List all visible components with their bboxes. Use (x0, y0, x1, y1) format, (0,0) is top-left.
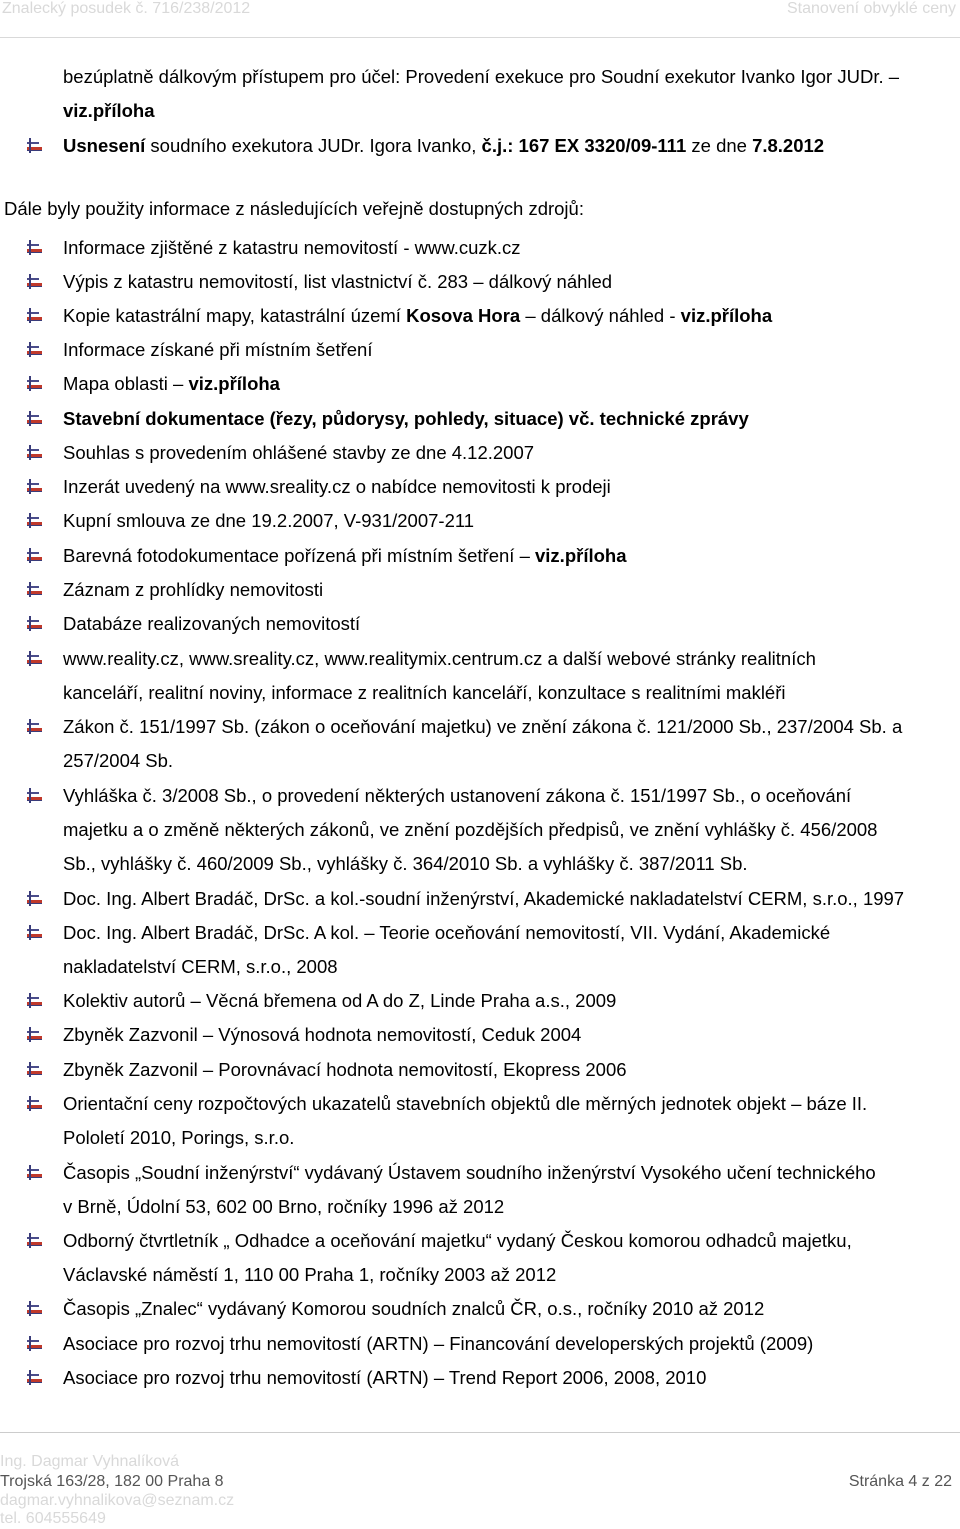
text-run: Časopis „Znalec“ vydávaný Komorou soudních znalců ČR, o.s., ročníky 2010 až 2012 (63, 1298, 765, 1319)
text-run: Kosova Hora (406, 305, 521, 326)
text-run: – dálkový náhled - (520, 305, 681, 326)
list-item (63, 888, 904, 910)
text-run: Výpis z katastru nemovitostí, list vlastnictví č. 283 – dálkový náhled (63, 271, 613, 292)
list-item (63, 1059, 627, 1081)
text-run: Usnesení (63, 135, 146, 156)
list-bullet-icon (27, 891, 42, 906)
list-bullet-icon (27, 1370, 42, 1385)
text-line (63, 1196, 504, 1218)
text-run: Barevná fotodokumentace pořízená při místním šetření – (63, 545, 535, 566)
text-run: Databáze realizovaných nemovitostí (63, 613, 361, 634)
text-run: soudního exekutora JUDr. Igora Ivanko, (145, 135, 482, 156)
list-item (63, 442, 534, 464)
text-run: Pololetí 2010, Porings, s.r.o. (63, 1127, 295, 1148)
list-item (63, 135, 824, 157)
header-document-title: Znalecký posudek č. 716/238/2012 (2, 0, 251, 17)
list-item (63, 237, 521, 259)
text-run: Václavské náměstí 1, 110 00 Praha 1, ročníky 2003 až 2012 (63, 1264, 557, 1285)
text-line (63, 100, 155, 122)
text-run: Asociace pro rozvoj trhu nemovitostí (ARTN) – Financování developerských projektů (2009) (63, 1333, 814, 1354)
list-bullet-icon (27, 651, 42, 666)
text-run: ze dne (686, 135, 753, 156)
footer-phone: tel. 604555649 (0, 1510, 106, 1527)
text-run: č.j.: 167 EX 3320/09-111 (481, 135, 687, 156)
list-item (63, 339, 372, 361)
list-bullet-icon (27, 274, 42, 289)
list-bullet-icon (27, 479, 42, 494)
text-run: Zbyněk Zazvonil – Výnosová hodnota nemovitostí, Ceduk 2004 (63, 1024, 582, 1045)
footer-author-name: Ing. Dagmar Vyhnalíková (0, 1453, 180, 1470)
header-divider (0, 37, 960, 38)
list-item (63, 579, 323, 601)
text-run: nakladatelství CERM, s.r.o., 2008 (63, 956, 338, 977)
text-run: Vyhláška č. 3/2008 Sb., o provedení některých ustanovení zákona č. 151/1997 Sb., o oceňování (63, 785, 852, 806)
text-run: viz.příloha (188, 373, 280, 394)
list-item (63, 1298, 764, 1320)
list-bullet-icon (27, 1165, 42, 1180)
list-item (63, 373, 280, 395)
text-run: viz.příloha (680, 305, 773, 326)
list-item (63, 271, 612, 293)
text-run: Mapa oblasti – (63, 373, 189, 394)
text-run: Odborný čtvrtletník „ Odhadce a oceňování majetku“ vydaný Českou komorou odhadců majetku, (63, 1230, 852, 1251)
footer-page-number: Stránka 4 z 22 (848, 1473, 952, 1490)
list-item (63, 648, 816, 670)
list-bullet-icon (27, 308, 42, 323)
list-bullet-icon (27, 1062, 42, 1077)
text-run: Asociace pro rozvoj trhu nemovitostí (ARTN) – Trend Report 2006, 2008, 2010 (63, 1367, 707, 1388)
text-run: 257/2004 Sb. (63, 750, 174, 771)
list-item (63, 1230, 852, 1252)
text-run: Časopis „Soudní inženýrství“ vydávaný Ústavem soudního inženýrství Vysokého učení technického (63, 1162, 876, 1183)
list-bullet-icon (27, 1301, 42, 1316)
list-bullet-icon (27, 993, 42, 1008)
text-run: Kolektiv autorů – Věcná břemena od A do Z, Linde Praha a.s., 2009 (63, 990, 617, 1011)
list-bullet-icon (27, 376, 42, 391)
list-item (63, 408, 749, 430)
text-run: viz.příloha (63, 100, 155, 121)
text-run: Stavební dokumentace (řezy, půdorysy, pohledy, situace) vč. technické zprávy (63, 408, 749, 429)
footer-address: Trojská 163/28, 182 00 Praha 8 (0, 1473, 224, 1490)
header-section-title: Stanovení obvyklé ceny (787, 0, 956, 17)
text-run: Doc. Ing. Albert Bradáč, DrSc. A kol. – Teorie oceňování nemovitostí, VII. Vydání, Akademické (63, 922, 831, 943)
list-item (63, 1093, 867, 1115)
list-bullet-icon (27, 445, 42, 460)
text-run: bezúplatně dálkovým přístupem pro účel: Provedení exekuce pro Soudní exekutor Ivanko Igor JUDr. – (63, 66, 900, 87)
text-line (63, 1264, 556, 1286)
list-bullet-icon (27, 548, 42, 563)
text-run: Souhlas s provedením ohlášené stavby ze dne 4.12.2007 (63, 442, 535, 463)
text-run: Zákon č. 151/1997 Sb. (zákon o oceňování majetku) ve znění zákona č. 121/2000 Sb., 237/2004 Sb. a (63, 716, 903, 737)
list-bullet-icon (27, 411, 42, 426)
text-line (63, 1127, 294, 1149)
text-run: Kupní smlouva ze dne 19.2.2007, V-931/2007-211 (63, 510, 475, 531)
list-item (63, 1024, 581, 1046)
list-bullet-icon (27, 582, 42, 597)
list-bullet-icon (27, 1096, 42, 1111)
text-run: Kopie katastrální mapy, katastrální území (63, 305, 407, 326)
list-item (63, 1333, 813, 1355)
list-bullet-icon (27, 1233, 42, 1248)
list-bullet-icon (27, 1336, 42, 1351)
list-item (63, 716, 902, 738)
text-run: Sb., vyhlášky č. 460/2009 Sb., vyhlášky č. 364/2010 Sb. a vyhlášky č. 387/2011 Sb. (63, 853, 748, 874)
list-item (63, 305, 772, 327)
text-run: Zbyněk Zazvonil – Porovnávací hodnota nemovitostí, Ekopress 2006 (63, 1059, 627, 1080)
text-run: viz.příloha (535, 545, 627, 566)
list-bullet-icon (27, 138, 42, 153)
list-bullet-icon (27, 1027, 42, 1042)
list-item (63, 1367, 706, 1389)
text-run: Záznam z prohlídky nemovitosti (63, 579, 324, 600)
list-bullet-icon (27, 513, 42, 528)
list-bullet-icon (27, 788, 42, 803)
text-run: Doc. Ing. Albert Bradáč, DrSc. a kol.-soudní inženýrství, Akademické nakladatelství CERM, s.r.o., 1997 (63, 888, 905, 909)
list-bullet-icon (27, 925, 42, 940)
list-bullet-icon (27, 240, 42, 255)
text-line (63, 819, 877, 841)
text-run: www.reality.cz, www.sreality.cz, www.realitymix.centrum.cz a další webové stránky realitních (63, 648, 816, 669)
text-run: Informace získané při místním šetření (63, 339, 373, 360)
list-item (63, 1162, 876, 1184)
text-line (63, 682, 786, 704)
list-bullet-icon (27, 719, 42, 734)
text-line (4, 198, 584, 220)
text-run: Dále byly použity informace z následujících veřejně dostupných zdrojů: (4, 198, 584, 219)
text-run: 7.8.2012 (752, 135, 825, 156)
list-bullet-icon (27, 616, 42, 631)
text-line (63, 853, 748, 875)
list-item (63, 545, 627, 567)
text-run: Inzerát uvedený na www.sreality.cz o nabídce nemovitosti k prodeji (63, 476, 611, 497)
list-item (63, 990, 616, 1012)
footer-email: dagmar.vyhnalikova@seznam.cz (0, 1492, 235, 1509)
text-line (63, 956, 338, 978)
text-run: v Brně, Údolní 53, 602 00 Brno, ročníky 1996 až 2012 (63, 1196, 505, 1217)
list-item (63, 785, 851, 807)
page-header (0, 0, 960, 38)
text-run: Informace zjištěné z katastru nemovitostí - www.cuzk.cz (63, 237, 521, 258)
text-run: Orientační ceny rozpočtových ukazatelů stavebních objektů dle měrných jednotek objekt – báze II. (63, 1093, 868, 1114)
text-run: kanceláří, realitní noviny, informace z realitních kanceláří, konzultace s realitními makléři (63, 682, 786, 703)
text-line (63, 66, 899, 88)
list-bullet-icon (27, 342, 42, 357)
list-item (63, 476, 611, 498)
list-item (63, 510, 474, 532)
text-line (63, 750, 173, 772)
list-item (63, 613, 360, 635)
footer-divider (0, 1432, 960, 1433)
list-item (63, 922, 830, 944)
text-run: majetku a o změně některých zákonů, ve znění pozdějších předpisů, ve znění vyhlášky č. 456/2008 (63, 819, 878, 840)
